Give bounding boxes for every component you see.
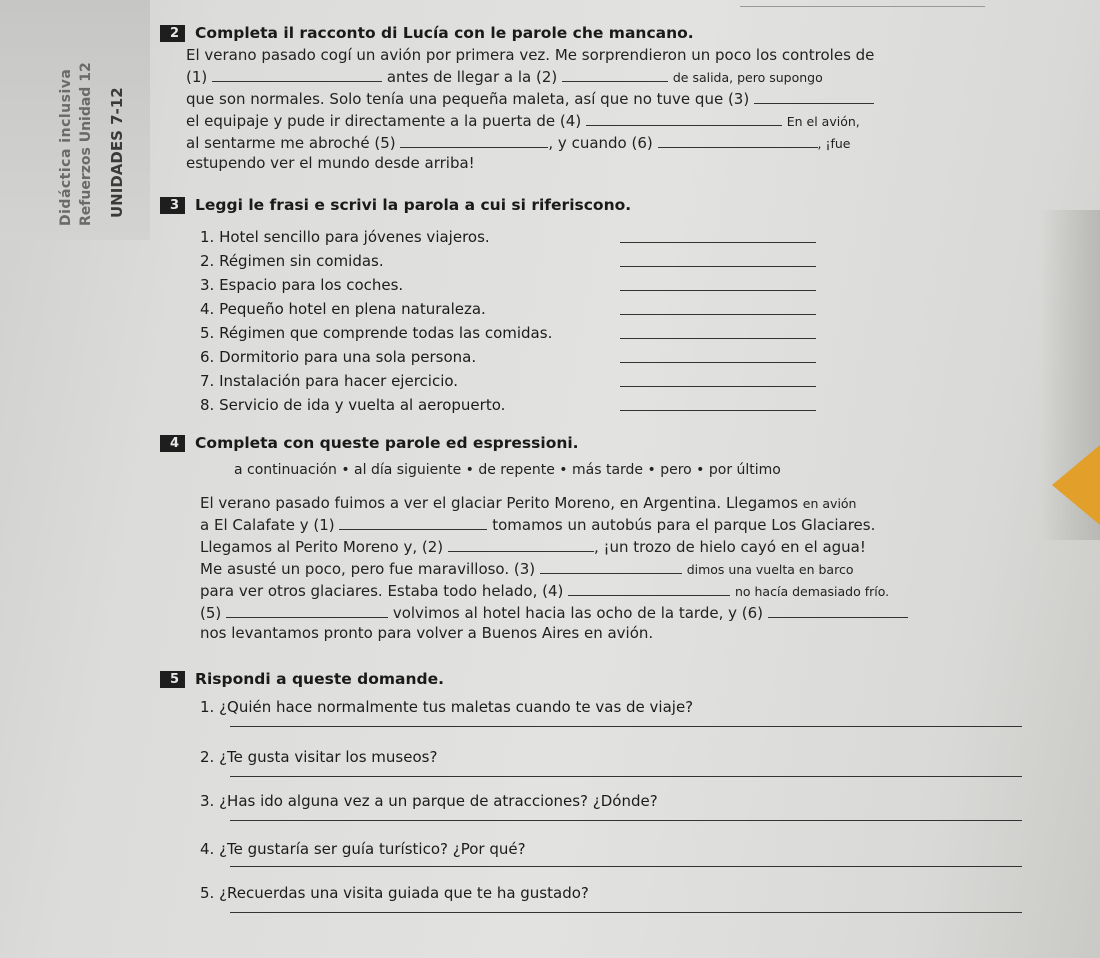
blank-1[interactable] [339,517,487,530]
ex3-item: 6. Dormitorio para una sola persona. [200,348,477,366]
exercise-title: Rispondi a queste domande. [195,670,445,688]
ex5-question: 1. ¿Quién hace normalmente tus maletas cuando te vas de viaje? [200,698,694,716]
ex4-line: a El Calafate y (1) tomamos un autobús para el parque Los Glaciares. [200,516,876,534]
exercise-2-heading [160,24,694,42]
blank-4[interactable] [586,113,782,126]
side-margin [0,0,150,240]
word-bank: a continuación • al día siguiente • de repente • más tarde • pero • por último [234,462,781,478]
ex2-line: (1) antes de llegar a la (2) de salida, pero supongo [186,68,823,86]
ex3-answer-line[interactable] [620,386,816,387]
ex3-answer-line[interactable] [620,314,816,315]
ex3-item: 4. Pequeño hotel en plena naturaleza. [200,300,486,318]
ex5-answer-line[interactable] [230,820,1022,821]
ex3-answer-line[interactable] [620,290,816,291]
ex5-answer-line[interactable] [230,912,1022,913]
orange-tab [1052,445,1100,525]
ex4-line: (5) volvimos al hotel hacia las ocho de la tarde, y (6) [200,604,908,622]
ex4-line: para ver otros glaciares. Estaba todo helado, (4) no hacía demasiado frío. [200,582,890,600]
exercise-5-heading [160,670,444,688]
ex5-question: 4. ¿Te gustaría ser guía turístico? ¿Por qué? [200,840,526,858]
exercise-number: 2 [160,25,185,42]
ex3-item: 7. Instalación para hacer ejercicio. [200,372,459,390]
exercise-title: Leggi le frasi e scrivi la parola a cui si riferiscono. [195,196,632,214]
blank-3[interactable] [540,561,682,574]
blank-1[interactable] [212,69,382,82]
ex3-answer-line[interactable] [620,338,816,339]
ex4-line: Llegamos al Perito Moreno y, (2) , ¡un trozo de hielo cayó en el agua! [200,538,866,556]
ex3-answer-line[interactable] [620,242,816,243]
ex3-answer-line[interactable] [620,410,816,411]
ex5-question: 3. ¿Has ido alguna vez a un parque de atracciones? ¿Dónde? [200,792,658,810]
ex4-line: nos levantamos pronto para volver a Buenos Aires en avión. [200,624,654,642]
ex3-item: 2. Régimen sin comidas. [200,252,384,270]
ex3-item: 3. Espacio para los coches. [200,276,404,294]
ex2-line: el equipaje y pude ir directamente a la puerta de (4) En el avión, [186,112,860,130]
side-label-2: Refuerzos Unidad 12 [78,62,94,226]
exercise-number: 3 [160,197,185,214]
blank-2[interactable] [562,69,668,82]
blank-3[interactable] [754,91,874,104]
blank-5[interactable] [226,605,388,618]
blank-2[interactable] [448,539,594,552]
blank-5[interactable] [400,135,548,148]
unit-label: UNIDADES 7-12 [108,87,126,218]
ex3-answer-line[interactable] [620,266,816,267]
ex2-line: El verano pasado cogí un avión por primera vez. Me sorprendieron un poco los controles de [186,46,875,64]
ex3-answer-line[interactable] [620,362,816,363]
ex3-item: 5. Régimen que comprende todas las comidas. [200,324,553,342]
ex2-line: estupendo ver el mundo desde arriba! [186,154,475,172]
exercise-3-heading [160,196,631,214]
blank-6[interactable] [768,605,908,618]
ex5-question: 5. ¿Recuerdas una visita guiada que te ha gustado? [200,884,589,902]
side-label: Didáctica inclusiva [58,68,74,226]
exercise-title: Completa il racconto di Lucía con le parole che mancano. [195,24,694,42]
ex5-answer-line[interactable] [230,866,1022,867]
exercise-title: Completa con queste parole ed espressioni. [195,434,579,452]
ex5-answer-line[interactable] [230,726,1022,727]
blank-6[interactable] [658,135,818,148]
exercise-number: 4 [160,435,185,452]
ex2-line: que son normales. Solo tenía una pequeña maleta, así que no tuve que (3) [186,90,874,108]
ex3-item: 8. Servicio de ida y vuelta al aeropuerto. [200,396,506,414]
exercise-number: 5 [160,671,185,688]
top-rule [740,6,985,7]
ex5-question: 2. ¿Te gusta visitar los museos? [200,748,438,766]
ex4-line: Me asusté un poco, pero fue maravilloso. (3) dimos una vuelta en barco [200,560,854,578]
ex5-answer-line[interactable] [230,776,1022,777]
ex4-line: El verano pasado fuimos a ver el glaciar Perito Moreno, en Argentina. Llegamos en avión [200,494,857,512]
blank-4[interactable] [568,583,730,596]
ex2-line: al sentarme me abroché (5) , y cuando (6) , ¡fue [186,134,851,152]
ex3-item: 1. Hotel sencillo para jóvenes viajeros. [200,228,490,246]
exercise-4-heading [160,434,579,452]
